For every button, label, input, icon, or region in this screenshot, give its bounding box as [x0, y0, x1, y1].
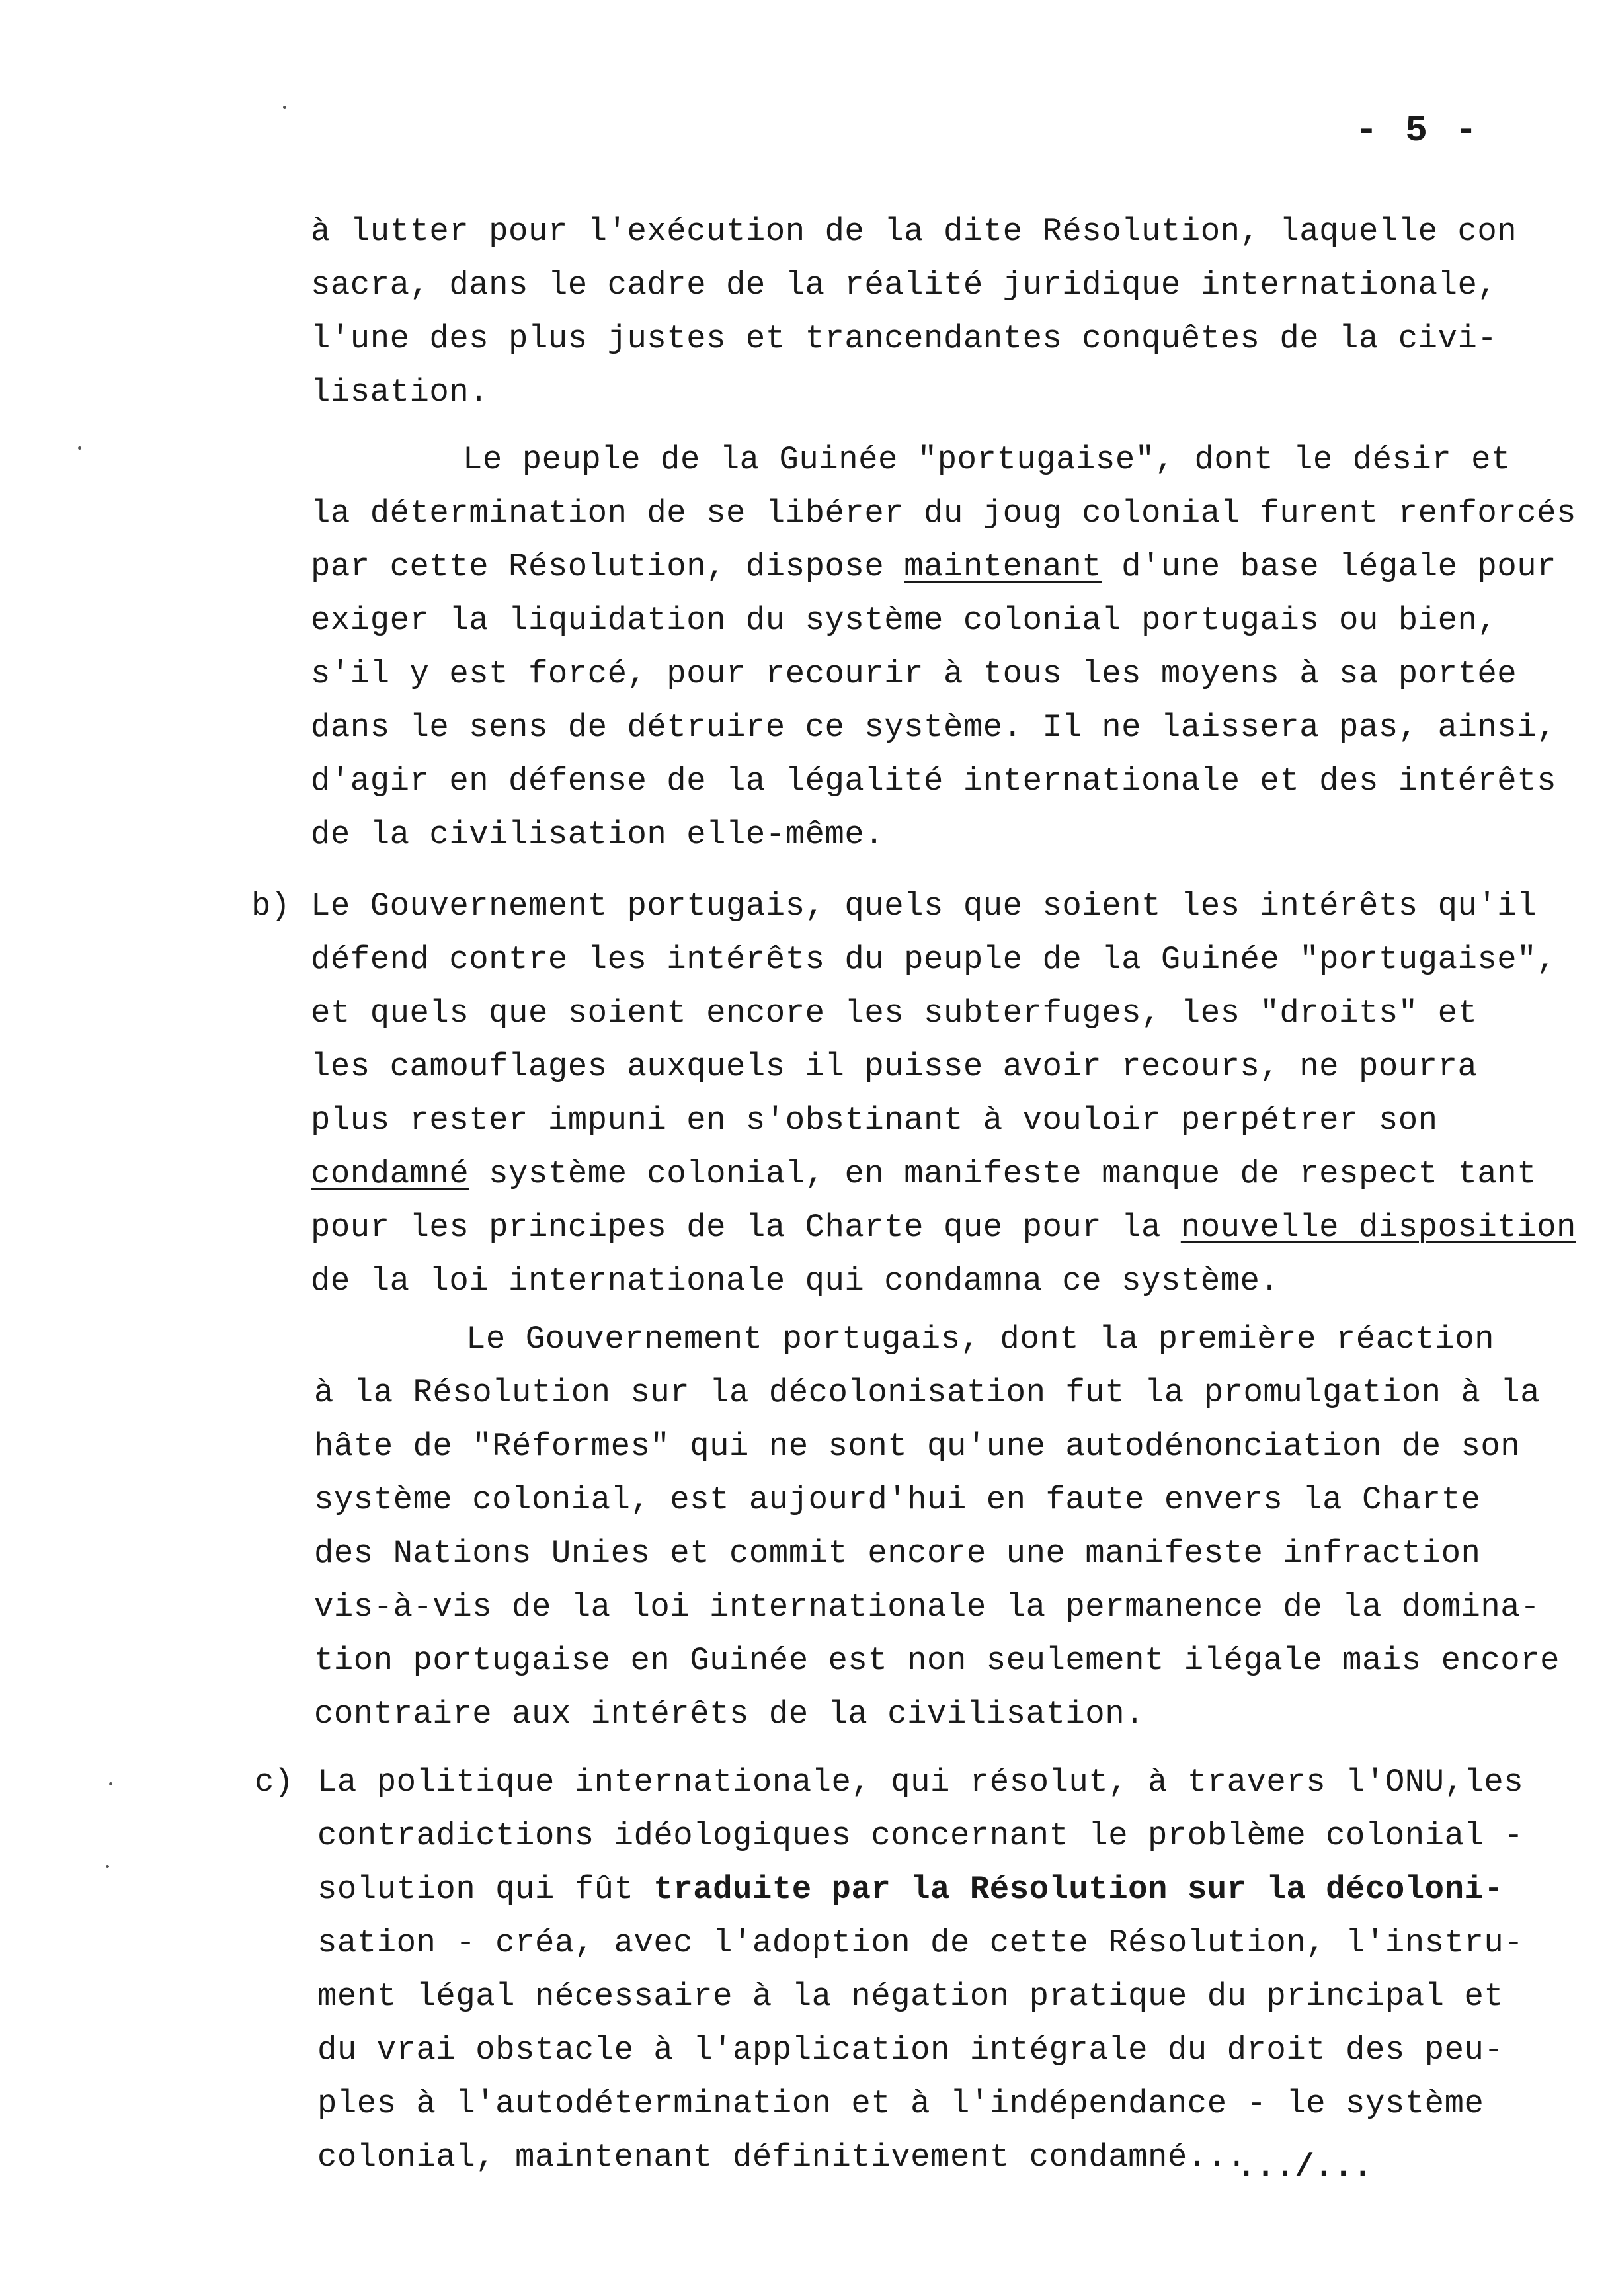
- underlined-phrase-nouvelle-disposition: nouvelle disposition: [1180, 1209, 1576, 1246]
- underlined-word-condamne: condamné: [311, 1155, 469, 1192]
- text-line: à lutter pour l'exécution de la dite Résolution, laquelle con: [311, 213, 1517, 250]
- text-line: La politique internationale, qui résolut, à travers l'ONU,les: [317, 1764, 1524, 1801]
- text-line: du vrai obstacle à l'application intégrale du droit des peu-: [317, 2031, 1504, 2069]
- text-line: sation - créa, avec l'adoption de cette Résolution, l'instru-: [317, 1924, 1524, 1961]
- item-b: [311, 880, 1608, 1308]
- text-line: plus rester impuni en s'obstinant à vouloir perpétrer son: [311, 1102, 1438, 1139]
- text-line: de la civilisation elle-même.: [311, 816, 885, 853]
- text-line: vis-à-vis de la loi internationale la permanence de la domina-: [314, 1588, 1541, 1625]
- text-line: lisation.: [311, 374, 489, 411]
- text-line: sacra, dans le cadre de la réalité juridique internationale,: [311, 266, 1498, 304]
- scan-speck: [78, 446, 81, 450]
- text-line: Le Gouvernement portugais, dont la première réaction: [466, 1321, 1495, 1358]
- scan-speck: [109, 1782, 112, 1785]
- text-line: par cette Résolution, dispose maintenant d'une base légale pour: [311, 548, 1557, 585]
- text-line: et quels que soient encore les subterfuges, les "droits" et: [311, 995, 1478, 1032]
- text-line: contradictions idéologiques concernant le problème colonial -: [317, 1817, 1524, 1854]
- scan-speck: [106, 1865, 109, 1868]
- text-line: la détermination de se libérer du joug colonial furent renforcés: [311, 495, 1576, 532]
- paragraph-1: [311, 205, 1608, 419]
- paragraph-2: [311, 433, 1608, 862]
- text-line: s'il y est forcé, pour recourir à tous les moyens à sa portée: [311, 655, 1517, 692]
- scan-speck: [283, 106, 286, 109]
- text-line: dans le sens de détruire ce système. Il ne laissera pas, ainsi,: [311, 709, 1557, 746]
- text-line: de la loi internationale qui condamna ce système.: [311, 1262, 1280, 1299]
- text-line: colonial, maintenant définitivement condamné...: [317, 2139, 1247, 2176]
- text-line: contraire aux intérêts de la civilisation.: [314, 1696, 1145, 1733]
- text-line: hâte de "Réformes" qui ne sont qu'une autodénonciation de son: [314, 1428, 1521, 1465]
- text-line: d'agir en défense de la légalité internationale et des intérêts: [311, 762, 1557, 800]
- text-line: à la Résolution sur la décolonisation fut la promulgation à la: [314, 1374, 1541, 1411]
- page-number: - 5 -: [1355, 109, 1480, 151]
- item-b-label: b): [251, 887, 290, 924]
- paragraph-3: [314, 1313, 1608, 1741]
- text-line: l'une des plus justes et trancendantes conquêtes de la civi-: [311, 320, 1498, 357]
- text-line: défend contre les intérêts du peuple de la Guinée "portugaise",: [311, 941, 1557, 978]
- text-line: système colonial, est aujourd'hui en faute envers la Charte: [314, 1481, 1481, 1518]
- text-line: des Nations Unies et commit encore une manifeste infraction: [314, 1535, 1481, 1572]
- continuation-mark: .../...: [1236, 2149, 1373, 2186]
- underlined-word-maintenant: maintenant: [904, 548, 1102, 585]
- item-c-label: c): [255, 1764, 294, 1801]
- text-line: ment légal nécessaire à la négation pratique du principal et: [317, 1978, 1504, 2015]
- text-line: tion portugaise en Guinée est non seulement ilégale mais encore: [314, 1642, 1560, 1679]
- text-line: solution qui fût traduite par la Résolution sur la décoloni-: [317, 1871, 1504, 1908]
- text-line: ples à l'autodétermination et à l'indépendance - le système: [317, 2085, 1484, 2122]
- text-line: pour les principes de la Charte que pour la nouvelle disposition: [311, 1209, 1576, 1246]
- item-c: [317, 1756, 1608, 2184]
- text-line: condamné système colonial, en manifeste manque de respect tant: [311, 1155, 1537, 1192]
- bold-phrase: traduite par la Résolution sur la décoloni-: [653, 1871, 1504, 1908]
- text-line: exiger la liquidation du système colonial portugais ou bien,: [311, 602, 1498, 639]
- text-line: Le Gouvernement portugais, quels que soient les intérêts qu'il: [311, 887, 1537, 924]
- text-line: les camouflages auxquels il puisse avoir recours, ne pourra: [311, 1048, 1478, 1085]
- text-line: Le peuple de la Guinée "portugaise", dont le désir et: [463, 441, 1511, 478]
